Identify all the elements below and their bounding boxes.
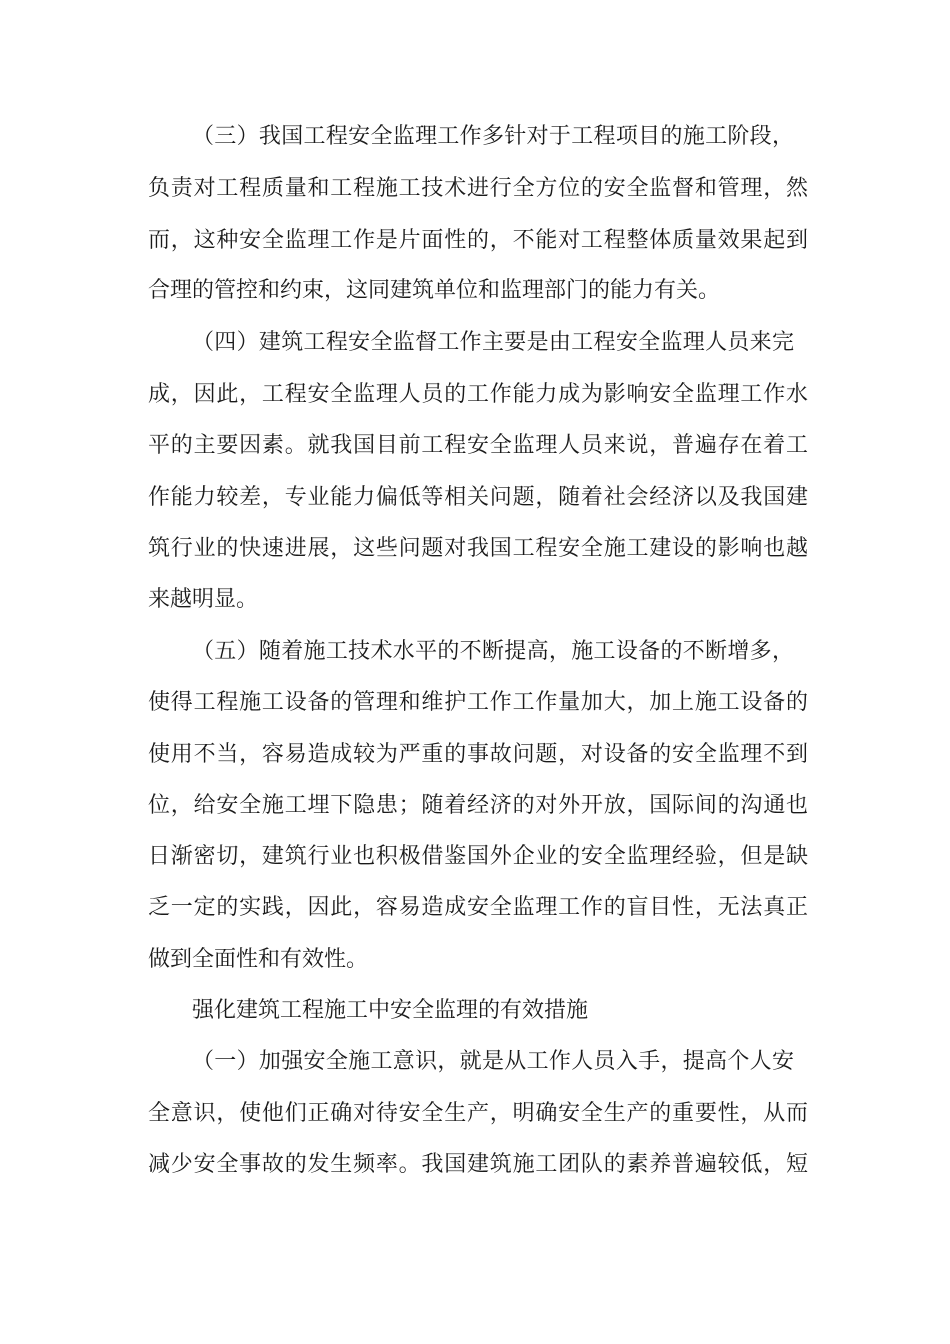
paragraph-5-line-5: 日渐密切，建筑行业也积极借鉴国外企业的安全监理经验，但是缺 <box>148 844 808 869</box>
paragraph-3-line-4: 合理的管控和约束，这同建筑单位和监理部门的能力有关。 <box>148 278 721 303</box>
paragraph-1-line-2: 全意识，使他们正确对待安全生产，明确安全生产的重要性，从而 <box>148 1101 808 1126</box>
section-heading: 强化建筑工程施工中安全监理的有效措施 <box>192 998 589 1023</box>
paragraph-4-line-2: 成，因此，工程安全监理人员的工作能力成为影响安全监理工作水 <box>148 382 808 407</box>
paragraph-3-line-2: 负责对工程质量和工程施工技术进行全方位的安全监督和管理，然 <box>148 176 808 201</box>
paragraph-1-line-3: 减少安全事故的发生频率。我国建筑施工团队的素养普遍较低，短 <box>148 1152 808 1177</box>
paragraph-5-line-6: 乏一定的实践，因此，容易造成安全监理工作的盲目性，无法真正 <box>148 895 808 920</box>
paragraph-4-line-4: 作能力较差，专业能力偏低等相关问题，随着社会经济以及我国建 <box>148 485 808 510</box>
paragraph-4-line-1: （四）建筑工程安全监督工作主要是由工程安全监理人员来完 <box>192 330 794 355</box>
paragraph-5-line-4: 位，给安全施工埋下隐患；随着经济的对外开放，国际间的沟通也 <box>148 793 808 818</box>
paragraph-5-line-3: 使用不当，容易造成较为严重的事故问题，对设备的安全监理不到 <box>148 742 808 767</box>
paragraph-3-line-1: （三）我国工程安全监理工作多针对于工程项目的施工阶段， <box>192 124 794 149</box>
paragraph-3-line-3: 而，这种安全监理工作是片面性的，不能对工程整体质量效果起到 <box>148 228 808 253</box>
paragraph-4-line-3: 平的主要因素。就我国目前工程安全监理人员来说，普遍存在着工 <box>148 433 808 458</box>
paragraph-1-line-1: （一）加强安全施工意识，就是从工作人员入手，提高个人安 <box>192 1049 794 1074</box>
paragraph-5-line-7: 做到全面性和有效性。 <box>148 947 369 972</box>
paragraph-5-line-1: （五）随着施工技术水平的不断提高，施工设备的不断增多， <box>192 639 794 664</box>
paragraph-4-line-6: 来越明显。 <box>148 587 259 612</box>
paragraph-5-line-2: 使得工程施工设备的管理和维护工作工作量加大，加上施工设备的 <box>148 690 808 715</box>
paragraph-4-line-5: 筑行业的快速进展，这些问题对我国工程安全施工建设的影响也越 <box>148 536 808 561</box>
